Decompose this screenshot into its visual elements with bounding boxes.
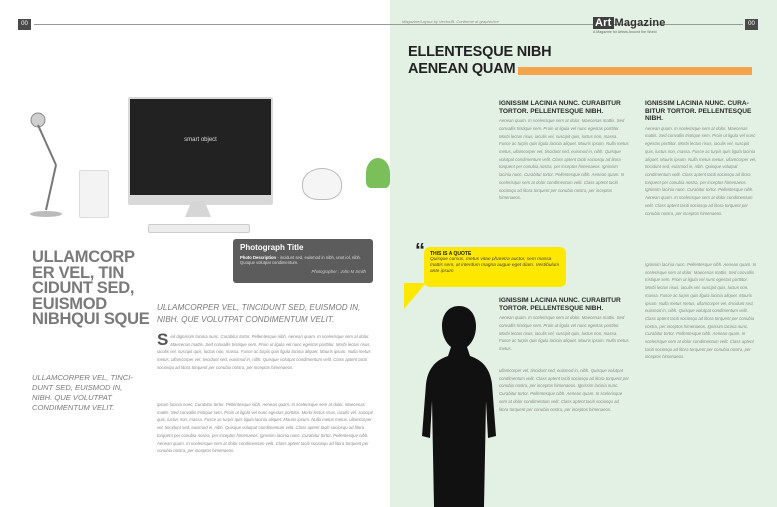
caption-credit: Photographer : John M Smith	[311, 269, 366, 274]
right-title-line-1: ELLENTESQUE NIBH	[408, 44, 552, 60]
column-2-text: Aenean quam. In scelerisque sem at dolor. Maecenas mattis. Sed convallis tristique sem. Proin ut ligula vel nunc egestas porttitor. Morbi lectus risus, iaculis vel, suscipit quis, luctus non, massa. Fusce ac turpis quis ligula lacinia aliquet. Mauris ipsum. Nulla metus metus, ullamcorper vel, tincidunt sed, euismod in, nibh. Quisque volutpat condimentum velit. Class aptent taciti sociosqu ad litora torquent per conubia nostra, per inceptos himenaeos. Ignissim lacinia nunc. Curabitur tortor. Pellentesque nibh. Aenean quam. In scelerisque sem at dolor condimentum velit. Class aptent taciti sociosqu ad litora torquent per conubia nostra, per inceptos himenaeos.	[645, 125, 757, 216]
body-paragraph-2: ipsum lacinia nunc. Curabitur tortor. Pellentesque nibh. Aenean quam. In scelerisque sem at dolor. Maecenas mattis. Sed convallis tristique sem. Proin ut ligula vel nunc egestas porttitor. Morbi lectus risus, iaculis vel, suscipit quis, luctus non, massa. Fusce ac turpis quis ligula lacinia aliquet. Mauris ipsum. Nulla metus metus, ullamcorper vel, tincidunt sed, euismod in, nibh. Quisque volutpat condimentum velit. Class aptent taciti sociosqu ad litora torquent per conubia nostra, per inceptos himenaeos. Ignissim lacinia nunc. Curabitur tortor. Pellentesque nibh. Aenean quam. In scelerisque sem at dolor condimentum velit. Class aptent taciti sociosqu ad litora torquent per conubia nostra, per inceptos himenaeos.	[157, 402, 373, 454]
logo-subtitle: A Magazine for Artists Around the World	[593, 30, 657, 34]
quote-bubble	[424, 247, 566, 287]
logo-art: Art	[595, 17, 612, 29]
column-1-text: Aenean quam. In scelerisque sem at dolor. Maecenas mattis. Sed convallis tristique sem. Proin ut ligula vel nunc egestas porttitor. Morbi lectus risus, iaculis vel, suscipit quis, luctus non, massa. Fusce ac turpis quis ligula lacinia aliquet. Mauris ipsum. Nulla metus metus, ullamcorper vel, tincidunt sed, euismod in, nibh. Quisque volutpat condimentum velit. Class aptent taciti sociosqu ad litora torquent per conubia nostra, per inceptos himenaeos. Ignissim lacinia nunc. Curabitur tortor. Pellentesque nibh. Aenean quam. In scelerisque sem at dolor condimentum velit. Class aptent taciti sociosqu ad litora torquent per conubia nostra, per inceptos himenaeos.	[499, 118, 629, 201]
quote-heading: THIS IS A QUOTE	[430, 251, 472, 257]
caption-title: Photograph Title	[240, 243, 304, 252]
teapot-image	[302, 168, 342, 200]
photo-caption-box	[233, 239, 373, 283]
computer-monitor-image	[128, 97, 273, 205]
column-1-middle	[499, 297, 629, 353]
body-1-text: ed dignissim lacinia nunc. Curabitur tortor. Pellentesque nibh. Aenean quam. In scelerisque sem at dolor. Maecenas mattis. Sed convallis tristique sem. Proin ut ligula vel nunc egestas porttitor. Morbi lectus risus, iaculis vel, suscipit quis, luctus non, massa. Fusce ac turpis quis ligula lacinia aliquet. Mauris ipsum. Nulla metus metus, ullamcorper vel, tincidunt sed, euismod in, nibh. Quisque volutpat condimentum velit. Class aptent taciti sociosqu ad litora torquent per conubia nostra, per inceptos himenaeos.	[157, 334, 371, 370]
quote-text: Quisque cursus, metus vitae pharetra auctor, sem massa mattis sem, at interdum magna augue eget diam. Vestibulum ante ipsum	[430, 257, 560, 274]
magazine-logo	[593, 17, 743, 34]
column-2-top	[645, 100, 757, 217]
side-subtitle: ULLAMCORPER VEL, TINCI-DUNT SED, EUISMOD IN, NIBH. QUE VOLUTPAT CONDIMENTUM VELIT.	[32, 373, 133, 412]
accent-bar	[518, 67, 752, 75]
column-1-top	[499, 100, 629, 202]
quote-mark-icon: “	[415, 240, 425, 262]
page-number-right: 00	[745, 19, 758, 30]
column-2-heading: IGNISSIM LACINIA NUNC. CURA-BITUR TORTOR. PELLENTESQUE NIBH.	[645, 100, 752, 123]
big-title: ULLAMCORP ER VEL, TIN CIDUNT SED, EUISMOD NIBHQUI SQUE	[32, 248, 150, 328]
right-title-line-2: AENEAN QUAM	[408, 61, 516, 77]
desk-lamp-icon	[18, 110, 88, 220]
body-paragraph-1	[157, 330, 375, 372]
header-tagline: Magazine/Layout by Vector/B. Conforme at graphic/ice	[402, 19, 499, 24]
woman-silhouette-image	[418, 306, 500, 507]
caption-desc-label: Photo Description	[240, 255, 277, 260]
column-1b-heading: IGNISSIM LACINIA NUNC. CURABITUR TORTOR. PELLENTESQUE NIBH.	[499, 297, 621, 312]
lead-paragraph: ULLAMCORPER VEL, TINCIDUNT SED, EUISMOD IN, NIBH. QUE VOLUTPAT CONDIMENTUM VELIT.	[157, 303, 361, 324]
screen-label: smart object	[184, 137, 217, 143]
plant-image	[366, 158, 390, 188]
drop-cap: S	[157, 330, 169, 349]
column-1b-text: Aenean quam. In scelerisque sem at dolor. Maecenas mattis. Sed convallis tristique sem. Proin ut ligula vel nunc egestas porttitor. Morbi lectus risus, iaculis vel, suscipit quis, luctus non, massa. Fusce ac turpis quis ligula lacinia aliquet. Mauris ipsum. Nulla metus metus.	[499, 315, 629, 351]
caption-description	[240, 255, 366, 265]
column-2-bottom-text: Ignissim lacinia nunc. Pellentesque nibh. Aenean quam. In scelerisque sem at dolor. Maecenas mattis. Sed convallis tristique sem. Proin ut ligula vel nunc egestas porttitor. Morbi lectus risus, iaculis vel, suscipit quis, luctus non, massa. Fusce ac turpis quis ligula lacinia aliquet. Mauris ipsum. Nulla metus metus, ullamcorper vel, tincidunt sed, euismod in, nibh. Quisque volutpat condimentum velit. Class aptent taciti sociosqu ad litora torquent per conubia nostra, per inceptos himenaeos. Ignissim lacinia nunc. Curabitur tortor. Pellentesque nibh. Aenean quam. In scelerisque sem at dolor condimentum velit. Class aptent taciti sociosqu ad litora torquent per conubia nostra, per inceptos himenaeos.	[645, 262, 757, 360]
caption-desc-text: - incidunt sed, euismod in nibh, unot iol, nibh. Quoque volutpat condimentum.	[240, 255, 362, 265]
column-1-bottom-text: ullamcorper vel, tincidunt sed, euismod in, nibh. Quisque volutpat condimentum velit. Class aptent taciti sociosqu ad litora torquent per conubia nostra, per inceptos himenaeos. Ignissim lacinia nunc. Curabitur tortor. Pellentesque nibh. Aenean quam. In scelerisque sem at dolor condimentum velit. Class aptent taciti sociosqu ad litora torquent per conubia nostra, per inceptos himenaeos.	[499, 368, 629, 412]
keyboard-image	[148, 224, 250, 233]
pen-holder-image	[79, 170, 109, 218]
column-1-heading: IGNISSIM LACINIA NUNC. CURABITUR TORTOR. PELLENTESQUE NIBH.	[499, 100, 621, 115]
top-rule-left	[34, 24, 390, 25]
page-number-left: 00	[18, 19, 31, 30]
logo-magazine: Magazine	[614, 17, 666, 29]
